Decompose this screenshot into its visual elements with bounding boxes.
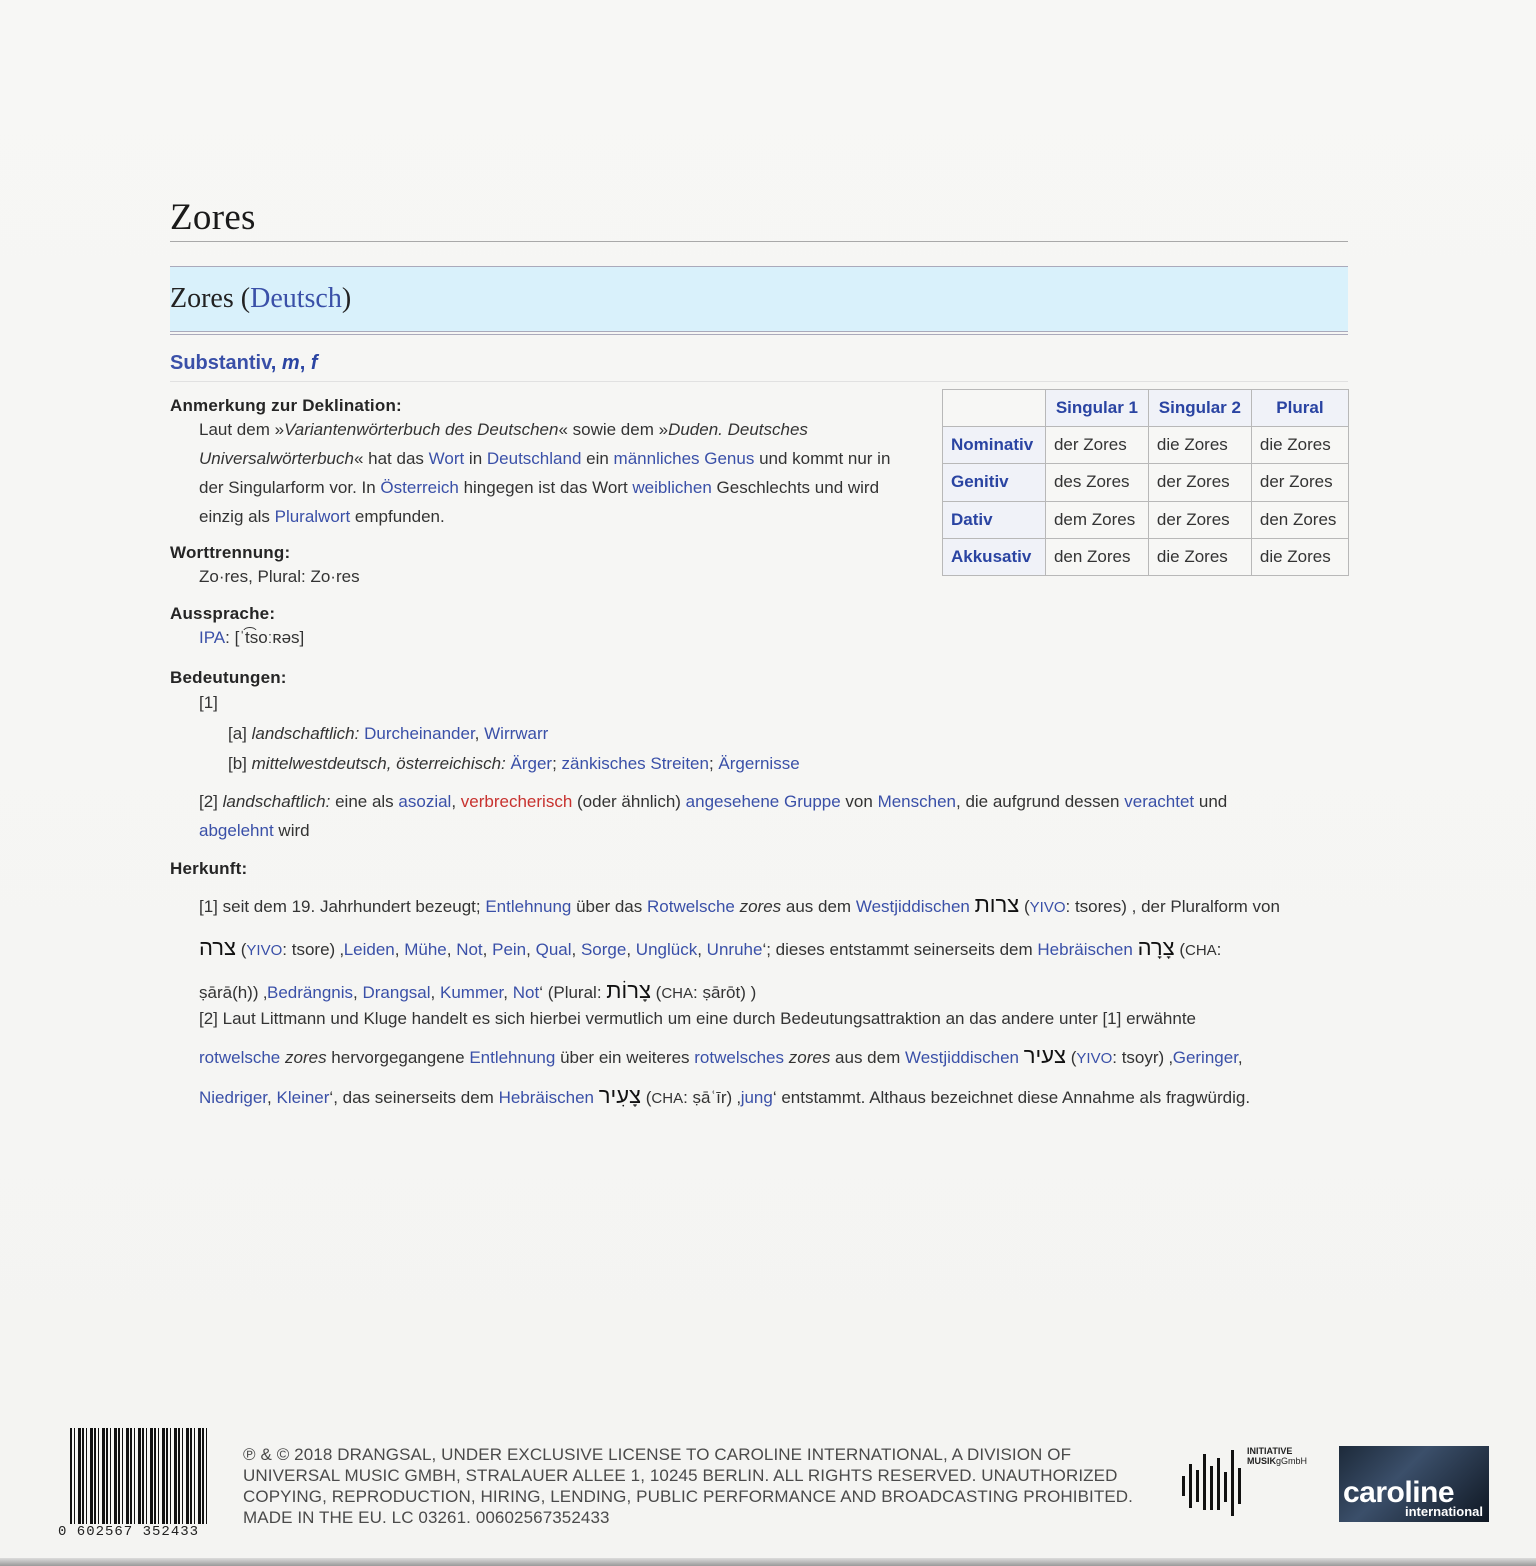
link-oesterreich[interactable]: Österreich bbox=[380, 478, 459, 497]
link-niedriger[interactable]: Niedriger bbox=[199, 1088, 268, 1107]
link-not[interactable]: Not bbox=[456, 940, 483, 959]
link-leiden[interactable]: Leiden bbox=[343, 940, 395, 959]
ipa-value: [ˈt͡soːʀəs] bbox=[234, 628, 305, 647]
pos-sep: , bbox=[270, 352, 277, 374]
link-unglueck[interactable]: Unglück bbox=[635, 940, 698, 959]
link-asozial[interactable]: asozial bbox=[398, 792, 452, 811]
column-header: Plural bbox=[1251, 390, 1348, 427]
language-band-rule bbox=[170, 334, 1348, 335]
origin-1: [1] seit dem 19. Jahrhundert bezeugt; Entlehnung über das Rotwelsche zores aus dem Westjiddischen צרות (YIVO: tsores) , der Pluralform von צרה (YIVO: tsore) ‚Leiden, Mühe, Not, Pein, Qual, Sorge, Unglück, Unruhe‘; dieses entstammt seinerseits dem Hebräischen צָרָה (CHA: ṣārā(h)) ‚Bedrängnis, Drangsal, Kummer, Not‘ (Plural: צָרוֹת (CHA: ṣārōt) ) bbox=[199, 892, 1280, 1003]
link-sorge[interactable]: Sorge bbox=[580, 940, 627, 959]
language-link[interactable]: Deutsch bbox=[250, 283, 342, 314]
link-rotwelsches[interactable]: rotwelsches bbox=[694, 1048, 785, 1067]
hebrew-sara: צָרָה bbox=[1137, 935, 1175, 960]
table-cell: den Zores bbox=[1045, 538, 1148, 575]
hebrew-tsoyr: צעיר bbox=[1023, 1043, 1067, 1068]
title-divider bbox=[170, 241, 1348, 242]
link-gruppe[interactable]: Gruppe bbox=[784, 792, 841, 811]
link-entlehnung-2[interactable]: Entlehnung bbox=[469, 1048, 556, 1067]
cha-label-3: CHA bbox=[651, 1090, 684, 1107]
link-angesehene[interactable]: angesehene bbox=[685, 792, 780, 811]
table-row bbox=[943, 501, 1349, 538]
paren-close: ) bbox=[341, 283, 352, 314]
hyphenation-heading: Worttrennung: bbox=[170, 543, 291, 562]
link-pein[interactable]: Pein bbox=[492, 940, 527, 959]
language-header-band bbox=[170, 266, 1348, 332]
paren-open: ( bbox=[240, 283, 251, 314]
meaning-1b: [b] mittelwestdeutsch, österreichisch: Ärger; zänkisches Streiten; Ärgernisse bbox=[228, 754, 800, 773]
gender-f: f bbox=[310, 352, 318, 374]
pronunciation-heading: Aussprache: bbox=[170, 604, 276, 623]
table-cell: den Zores bbox=[1251, 501, 1348, 538]
hebrew-sarot: צָרוֹת bbox=[606, 978, 651, 1003]
yivo-link-2[interactable]: YIVO bbox=[246, 942, 283, 959]
table-row bbox=[943, 538, 1349, 575]
link-verbrecherisch[interactable]: verbrecherisch bbox=[460, 792, 573, 811]
link-westjiddischen[interactable]: Westjiddischen bbox=[855, 897, 970, 916]
table-cell: der Zores bbox=[1148, 501, 1251, 538]
table-row bbox=[943, 427, 1349, 464]
table-cell: die Zores bbox=[1148, 427, 1251, 464]
link-durcheinander[interactable]: Durcheinander bbox=[364, 724, 475, 743]
meaning-1-number: [1] bbox=[199, 693, 218, 712]
link-hebraeischen[interactable]: Hebräischen bbox=[1037, 940, 1133, 959]
pronunciation-text: IPA: [ˈt͡soːʀəs] bbox=[199, 628, 305, 647]
table-cell: die Zores bbox=[1148, 538, 1251, 575]
link-qual[interactable]: Qual bbox=[535, 940, 572, 959]
cha-label-2: CHA bbox=[661, 985, 693, 1002]
gender-m: m bbox=[281, 352, 300, 374]
row-header[interactable]: Nominativ bbox=[943, 427, 1046, 464]
link-geringer[interactable]: Geringer bbox=[1172, 1048, 1238, 1067]
yivo-link-3[interactable]: YIVO bbox=[1076, 1050, 1113, 1067]
column-header: Singular 1 bbox=[1045, 390, 1148, 427]
link-jung[interactable]: jung bbox=[740, 1088, 773, 1107]
caroline-international-logo bbox=[1339, 1446, 1489, 1522]
declension-note-text: Laut dem »Variantenwörterbuch des Deutschen« sowie dem »Duden. Deutsches Universalwörterbuch« hat das Wort in Deutschland ein männliches Genus und kommt nur in der Singularform vor. In Österreich hingegen ist das Wort weiblichen Geschlechts und wird einzig als Pluralwort empfunden. bbox=[199, 420, 891, 526]
table-cell: dem Zores bbox=[1045, 501, 1148, 538]
link-weiblichen[interactable]: weiblichen bbox=[632, 478, 712, 497]
row-header[interactable]: Akkusativ bbox=[943, 538, 1046, 575]
hebrew-sair: צָעִיר bbox=[598, 1083, 642, 1108]
hyphenation-text: Zo·res, Plural: Zo·res bbox=[199, 567, 360, 586]
link-rotwelsche-2[interactable]: rotwelsche bbox=[199, 1048, 281, 1067]
pos-sep2: , bbox=[299, 352, 306, 374]
link-drangsal[interactable]: Drangsal bbox=[362, 983, 431, 1002]
link-deutschland[interactable]: Deutschland bbox=[486, 449, 582, 468]
table-cell: des Zores bbox=[1045, 464, 1148, 501]
link-westjiddischen-2[interactable]: Westjiddischen bbox=[904, 1048, 1020, 1067]
column-header: Singular 2 bbox=[1148, 390, 1251, 427]
table-cell: der Zores bbox=[1045, 427, 1148, 464]
declension-table bbox=[942, 389, 1349, 576]
table-row bbox=[943, 464, 1349, 501]
link-maennliches-genus[interactable]: männliches Genus bbox=[613, 449, 755, 468]
link-zaenkisches-streiten[interactable]: zänkisches Streiten bbox=[561, 754, 709, 773]
link-muehe[interactable]: Mühe bbox=[404, 940, 447, 959]
yivo-link[interactable]: YIVO bbox=[1029, 899, 1066, 916]
ipa-link[interactable]: IPA bbox=[199, 628, 226, 647]
pos-link[interactable]: Substantiv bbox=[170, 352, 271, 374]
page-title: Zores bbox=[170, 197, 256, 238]
meanings-heading: Bedeutungen: bbox=[170, 668, 287, 687]
row-header[interactable]: Dativ bbox=[943, 501, 1046, 538]
origin-2: [2] Laut Littmann und Kluge handelt es sich hierbei vermutlich um eine durch Bedeutungsattraktion an das andere unter [1] erwähnte rotwelsche zores hervorgegangene Entlehnung über ein weiteres rotwelsches zores aus dem Westjiddischen צעיר (YIVO: tsoyr) ‚Geringer, Niedriger, Kleiner‘, das seinerseits dem Hebräischen צָעִיר (CHA: ṣāʿīr) ‚jung‘ entstammt. Althaus bezeichnet diese Annahme als fragwürdig. bbox=[199, 1009, 1251, 1108]
sleeve-bottom-edge bbox=[0, 1558, 1536, 1566]
table-cell: der Zores bbox=[1148, 464, 1251, 501]
meaning-2: [2] landschaftlich: eine als asozial, verbrecherisch (oder ähnlich) angesehene Gruppe von Menschen, die aufgrund dessen verachtet und abgelehnt wird bbox=[199, 792, 1228, 840]
initiative-musik-text: INITIATIVE MUSIKgGmbH bbox=[1247, 1446, 1308, 1466]
link-rotwelsche[interactable]: Rotwelsche bbox=[646, 897, 735, 916]
table-cell: der Zores bbox=[1251, 464, 1348, 501]
link-bedraengnis[interactable]: Bedrängnis bbox=[267, 983, 354, 1002]
link-menschen[interactable]: Menschen bbox=[877, 792, 956, 811]
origin-heading: Herkunft: bbox=[170, 859, 248, 878]
meaning-1a: [a] landschaftlich: Durcheinander, Wirrwarr bbox=[228, 724, 549, 743]
part-of-speech-heading bbox=[170, 352, 317, 375]
language-heading bbox=[170, 283, 351, 315]
link-hebraeischen-2[interactable]: Hebräischen bbox=[498, 1088, 595, 1107]
link-entlehnung[interactable]: Entlehnung bbox=[485, 897, 572, 916]
link-kummer[interactable]: Kummer bbox=[439, 983, 504, 1002]
caroline-sub: international bbox=[1404, 1504, 1483, 1519]
barcode-number: 0 602567 352433 bbox=[58, 1524, 200, 1540]
declension-note-heading: Anmerkung zur Deklination: bbox=[170, 396, 402, 415]
link-pluralwort[interactable]: Pluralwort bbox=[274, 507, 351, 526]
link-aergernisse[interactable]: Ärgernisse bbox=[718, 754, 800, 773]
pos-divider bbox=[170, 381, 1348, 382]
link-verachtet[interactable]: verachtet bbox=[1124, 792, 1195, 811]
barcode bbox=[70, 1428, 210, 1524]
link-wirrwarr[interactable]: Wirrwarr bbox=[484, 724, 549, 743]
hebrew-tsore: צרה bbox=[199, 935, 237, 960]
copyright-notice: ℗ & © 2018 DRANGSAL, UNDER EXCLUSIVE LICENSE TO CAROLINE INTERNATIONAL, A DIVISION OF UNIVERSAL MUSIC GMBH, STRALAUER ALLEE 1, 10245 BERLIN. ALL RIGHTS RESERVED. UNAUTHORIZED COPYING, REPRODUCTION, HIRING, LENDING, PUBLIC PERFORMANCE AND BROADCASTING PROHIBITED. MADE IN THE EU. LC 03261. 00602567352433 bbox=[243, 1445, 1133, 1527]
table-cell: die Zores bbox=[1251, 538, 1348, 575]
link-not-2[interactable]: Not bbox=[512, 983, 540, 1002]
headword: Zores bbox=[170, 283, 234, 314]
hebrew-tsores: צרות bbox=[974, 892, 1020, 917]
table-cell: die Zores bbox=[1251, 427, 1348, 464]
link-abgelehnt[interactable]: abgelehnt bbox=[199, 821, 274, 840]
cha-label: CHA bbox=[1185, 942, 1217, 959]
link-aerger[interactable]: Ärger bbox=[510, 754, 553, 773]
table-corner bbox=[943, 390, 1046, 427]
link-kleiner[interactable]: Kleiner bbox=[276, 1088, 330, 1107]
row-header[interactable]: Genitiv bbox=[943, 464, 1046, 501]
caroline-name: caroline bbox=[1343, 1476, 1455, 1509]
link-unruhe[interactable]: Unruhe bbox=[706, 940, 763, 959]
link-wort[interactable]: Wort bbox=[428, 449, 465, 468]
table-header-row bbox=[943, 390, 1349, 427]
